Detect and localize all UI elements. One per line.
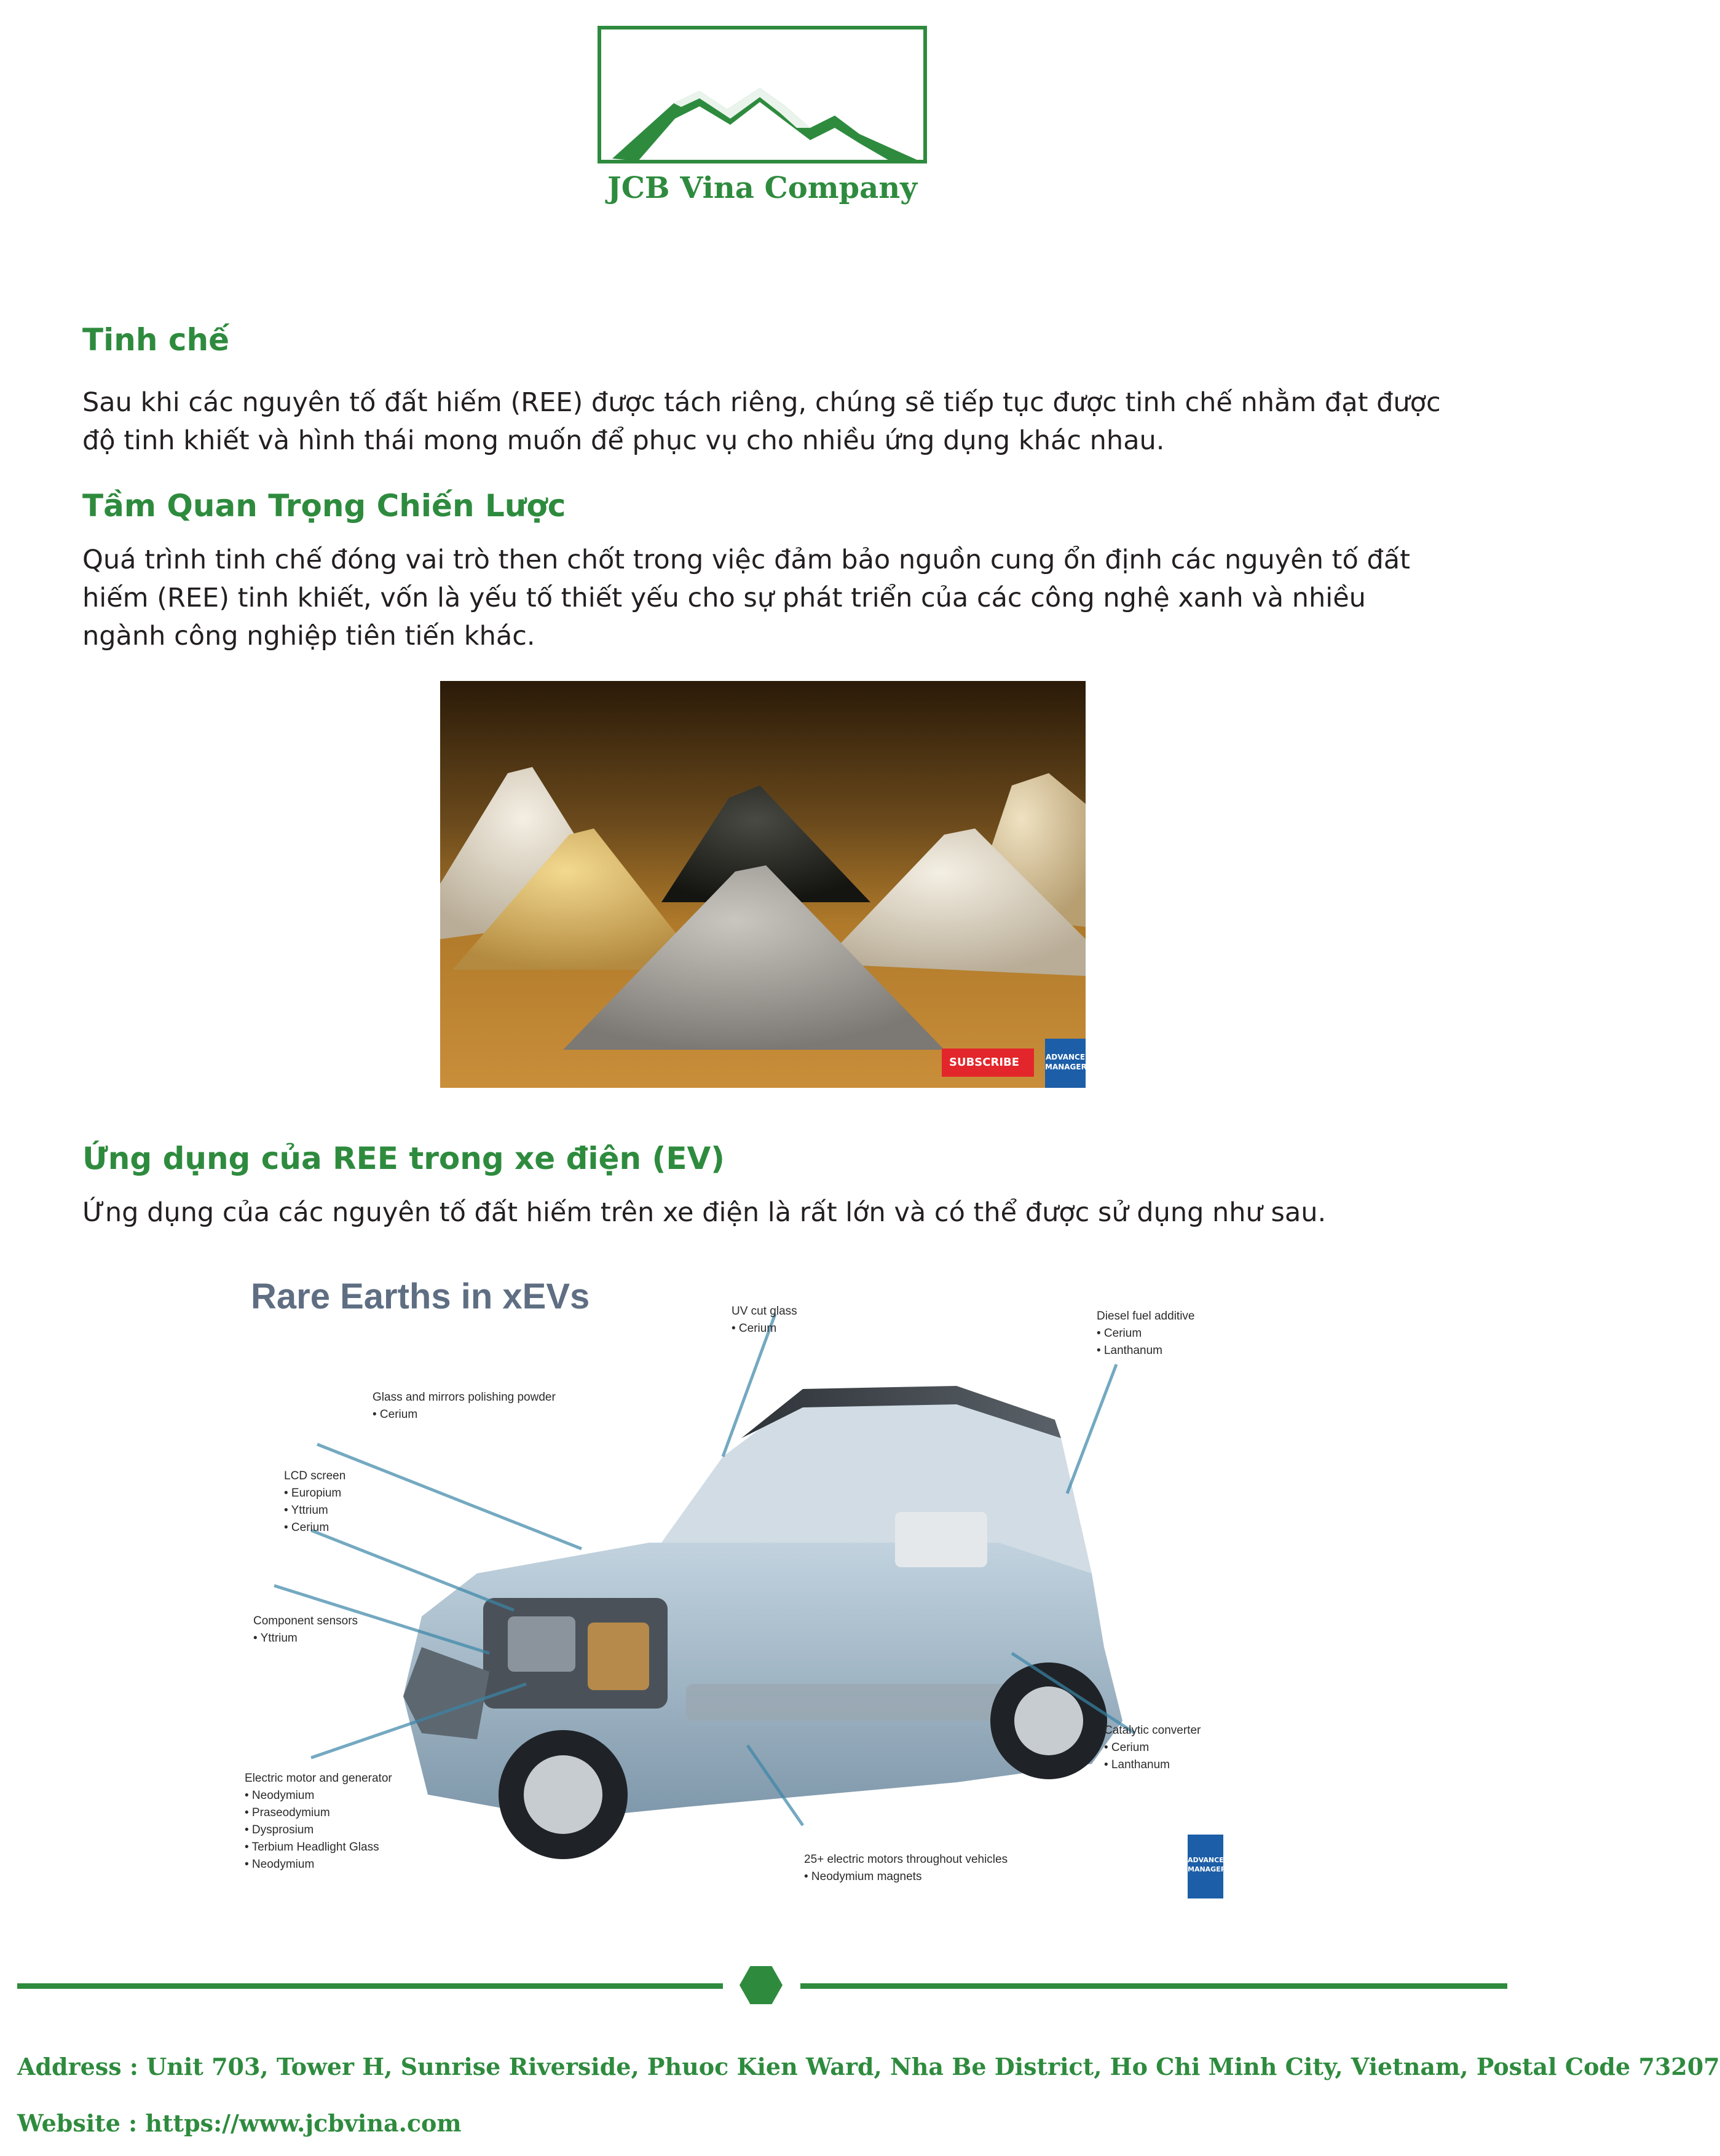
section-paragraph-strategic-importance: Quá trình tinh chế đóng vai trò then chốt trong việc đảm bảo nguồn cung ổn định các nguyên tố đất hiếm (REE) tinh khiết, vốn là yếu tố thiết yếu cho sự phát triển của các công nghệ xanh và nhiều ngành công nghiệp tiên tiến khác. (82, 545, 1410, 651)
diagram-title: Rare Earths in xEVs (251, 1277, 590, 1316)
callout-catalytic-converter: Catalytic converter • Cerium • Lanthanum (1104, 1724, 1201, 1771)
section-heading-ev-applications: Ứng dụng của REE trong xe điện (EV) (82, 1141, 725, 1176)
mountain-logo-icon (601, 30, 931, 167)
rare-earths-ev-diagram (219, 1254, 1264, 1918)
section-heading-refining: Tinh chế (82, 322, 229, 358)
section-paragraph-refining: Sau khi các nguyên tố đất hiếm (REE) được tách riêng, chúng sẽ tiếp tục được tinh chế nhằm đạt được độ tinh khiết và hình thái mong muốn để phục vụ cho nhiều ứng dụng khác nhau. (82, 387, 1441, 456)
footer-divider-right (800, 1983, 1507, 1989)
hexagon-icon (740, 1966, 783, 2004)
callout-polishing-powder: Glass and mirrors polishing powder • Cerium (373, 1391, 556, 1421)
footer-divider-left (17, 1983, 723, 1989)
subscribe-button[interactable]: SUBSCRIBE (942, 1048, 1034, 1077)
callout-lcd-screen: LCD screen • Europium • Yttrium • Cerium (284, 1469, 346, 1534)
callout-electric-motors: 25+ electric motors throughout vehicles • Neodymium magnets (804, 1853, 1008, 1883)
footer-address: Address : Unit 703, Tower H, Sunrise Riverside, Phuoc Kien Ward, Nha Be District, Ho Chi Minh City, Vietnam, Postal Code 73207 (17, 2053, 1720, 2080)
company-name: JCB Vina Company (607, 171, 917, 205)
callout-component-sensors: Component sensors • Yttrium (253, 1615, 358, 1645)
footer-website[interactable]: Website : https://www.jcbvina.com (17, 2109, 462, 2137)
advance-manager-badge-diagram: ADVANCE MANAGER (1188, 1835, 1223, 1898)
rare-earth-powders-image (440, 681, 1086, 1088)
callout-electric-motor-generator: Electric motor and generator • Neodymium • Praseodymium • Dysprosium • Terbium Headlight Glass • Neodymium (245, 1772, 392, 1871)
advance-manager-badge: ADVANCE MANAGER (1045, 1039, 1086, 1088)
callout-diesel-fuel-additive: Diesel fuel additive • Cerium • Lanthanum (1097, 1310, 1195, 1357)
section-paragraph-ev-applications: Ứng dụng của các nguyên tố đất hiếm trên xe điện là rất lớn và có thể được sử dụng như sau. (82, 1197, 1327, 1228)
company-logo (598, 26, 927, 163)
section-heading-strategic-importance: Tầm Quan Trọng Chiến Lược (82, 488, 566, 524)
callout-uv-cut-glass: UV cut glass • Cerium (732, 1305, 797, 1335)
